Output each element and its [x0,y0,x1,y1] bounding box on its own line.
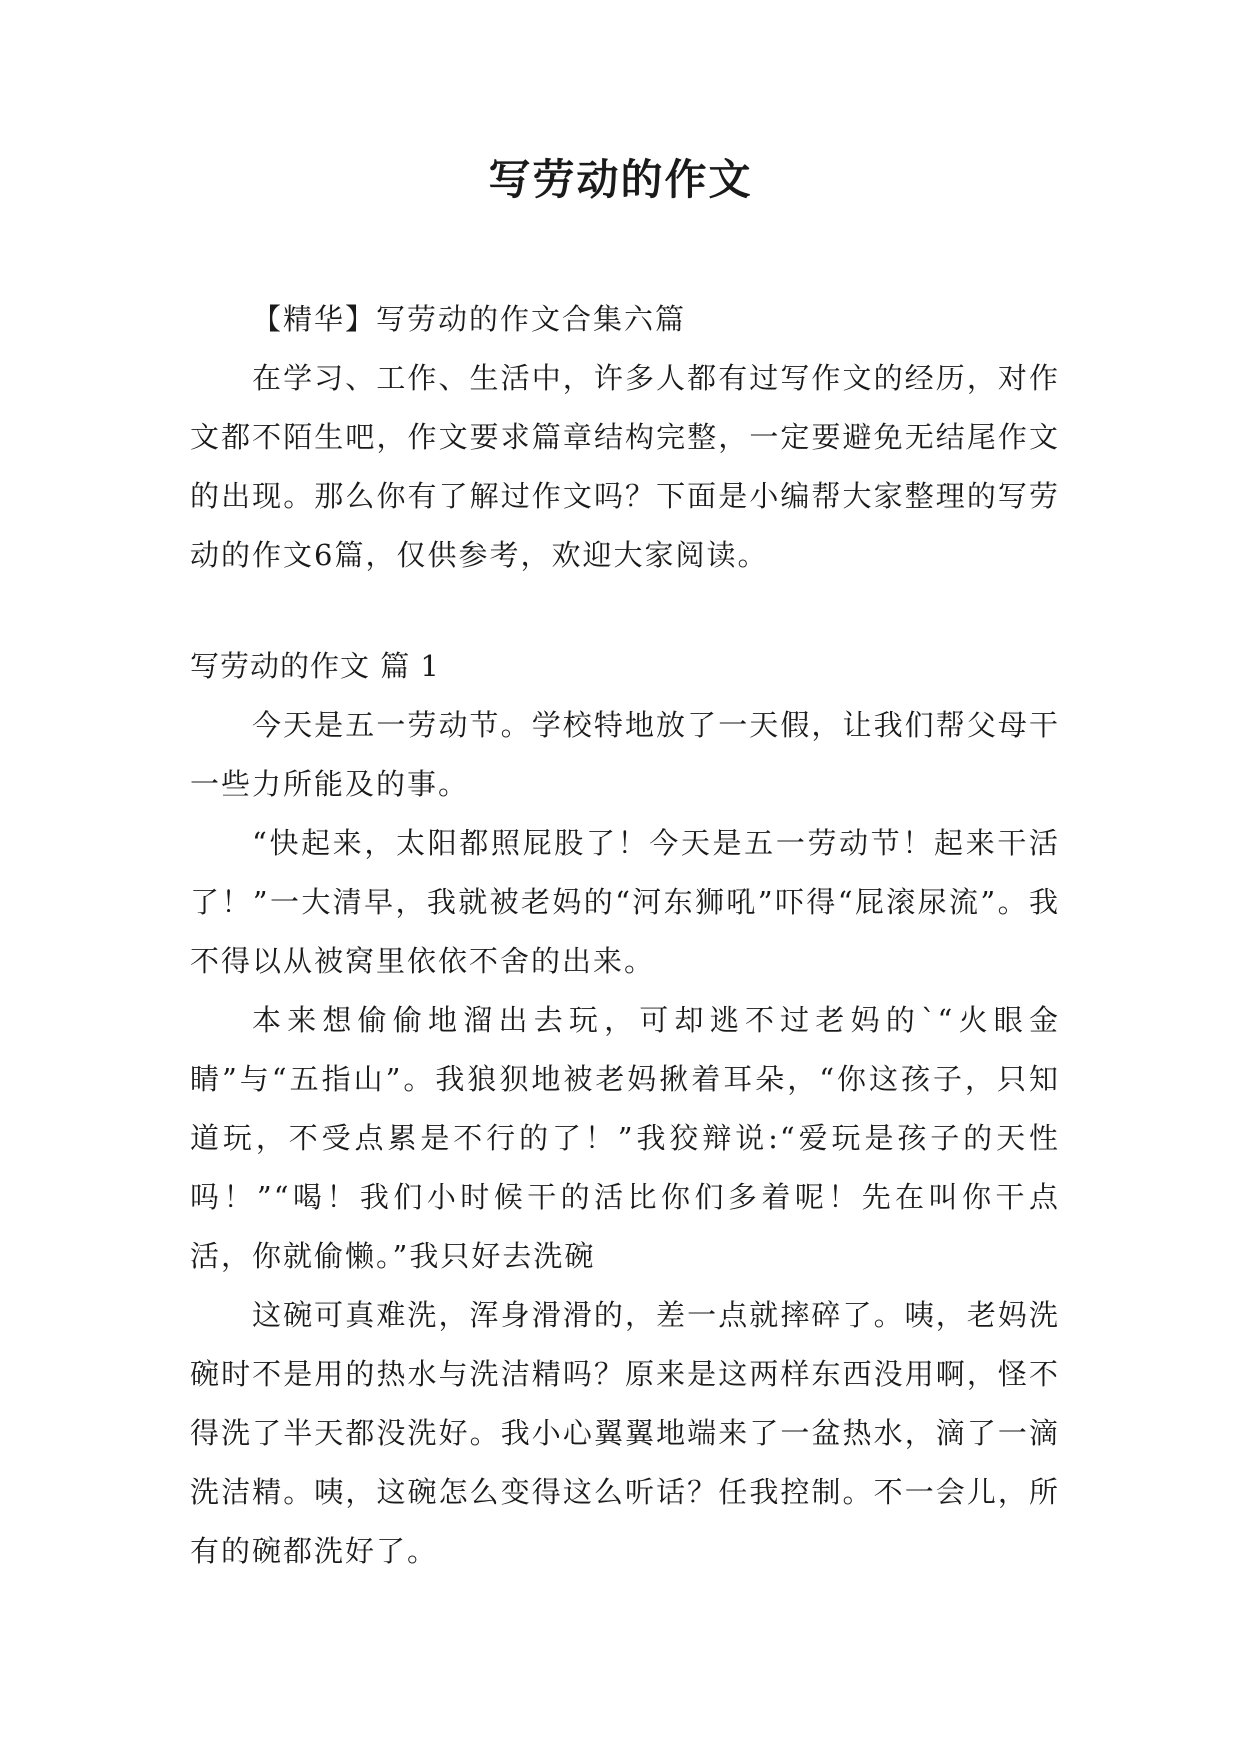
subtitle: 【精华】写劳动的作文合集六篇 [252,302,687,336]
paragraph: “快起来，太阳都照屁股了！今天是五一劳动节！起来干活了！”一大清早，我就被老妈的“河东狮吼”吓得“屁滚尿流”。我不得以从被窝里依依不舍的出来。 [190,826,1060,978]
document-title: 写劳动的作文 [488,155,753,204]
intro-paragraph: 在学习、工作、生活中，许多人都有过写作文的经历，对作文都不陌生吧，作文要求篇章结构完整，一定要避免无结尾作文的出现。那么你有了解过作文吗？下面是小编帮大家整理的写劳动的作文6篇，仅供参考，欢迎大家阅读。 [190,361,1060,572]
document-body [190,290,1060,1581]
paragraph: 这碗可真难洗，浑身滑滑的，差一点就摔碎了。咦，老妈洗碗时不是用的热水与洗洁精吗？原来是这两样东西没用啊，怪不得洗了半天都没洗好。我小心翼翼地端来了一盆热水，滴了一滴洗洁精。咦，这碗怎么变得这么听话？任我控制。不一会儿，所有的碗都洗好了。 [190,1298,1060,1568]
paragraph: 今天是五一劳动节。学校特地放了一天假，让我们帮父母干一些力所能及的事。 [190,708,1060,801]
section-heading: 写劳动的作文 篇 1 [190,649,440,683]
paragraph: 本来想偷偷地溜出去玩，可却逃不过老妈的`“火眼金睛”与“五指山”。我狼狈地被老妈揪着耳朵，“你这孩子，只知道玩，不受点累是不行的了！”我狡辩说:“爱玩是孩子的天性吗！”“喝！我们小时候干的活比你们多着呢！先在叫你干点活，你就偷懒。”我只好去洗碗 [190,1003,1060,1273]
